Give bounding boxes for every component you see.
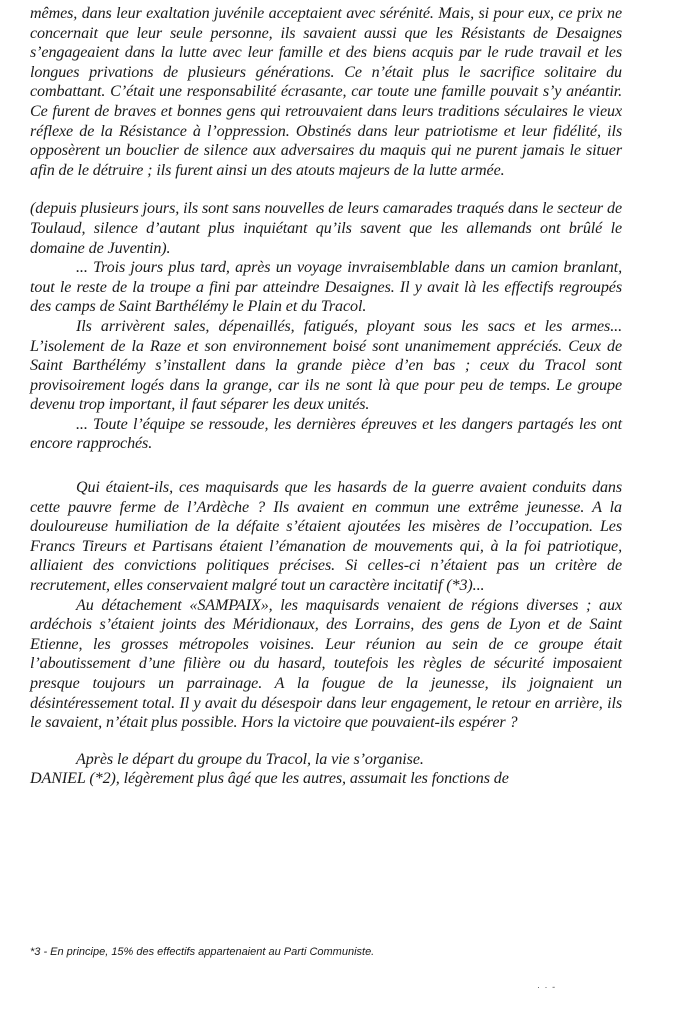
paragraph-5: ... Toute l’équipe se ressoude, les dernières épreuves et les dangers partagés les ont encore rapprochés. xyxy=(30,415,622,453)
paragraph-6: Qui étaient-ils, ces maquisards que les hasards de la guerre avaient conduits dans cette pauvre ferme de l’Ardèche ? Ils avaient en commun une extrême jeunesse. A la douloureuse humiliation de la défaite s’étaient ajoutées les misères de l’occupation. Les Francs Tireurs et Partisans étaient l’émanation de mouvements qui, à la foi patriotique, alliaient des convictions politiques précises. Si celles-ci n’étaient pas un critère de recrutement, elles conservaient malgré tout un caractère incitatif (*3)... xyxy=(30,479,622,595)
paragraph-3: ... Trois jours plus tard, après un voyage invraisemblable dans un camion branlant, tout le reste de la troupe a fini par atteindre Desaignes. Il y avait là les effectifs regroupés des camps de Saint Barthélémy le Plain et du Tracol. xyxy=(30,259,622,316)
paragraph-9: DANIEL (*2), légèrement plus âgé que les autres, assumait les fonctions de xyxy=(30,770,509,788)
paragraph-2: (depuis plusieurs jours, ils sont sans nouvelles de leurs camarades traqués dans le secteur de Toulaud, silence d’autant plus inquiétant qu’ils savent que les allemands ont brûlé le domaine de Juventin). xyxy=(30,200,622,257)
body-text xyxy=(30,4,622,789)
paragraph-1: mêmes, dans leur exaltation juvénile acceptaient avec sérénité. Mais, si pour eux, ce prix ne concernait que leur seule personne, ils savaient aussi que les Résistants de Desaignes s’engageaient dans la lutte avec leur famille et des biens acquis par le rude travail et les longues privations de plusieurs générations. Ce n’était plus le sacrifice solitaire du combattant. C’était une responsabilité écrasante, car toute une famille pouvait s’y anéantir. Ce furent de braves et bonnes gens qui retrouvaient dans leurs traditions séculaires le vieux réflexe de la Résistance à l’oppression. Obstinés dans leur patriotisme et leur fidélité, ils opposèrent un bouclier de silence aux adversaires du maquis qui ne purent jamais le situer afin de le détruire ; ils furent ainsi un des atouts majeurs de la lutte armée. xyxy=(30,5,622,179)
paragraph-4: Ils arrivèrent sales, dépenaillés, fatigués, ployant sous les sacs et les armes... L’isolement de la Raze et son environnement boisé sont unanimement appréciés. Ceux de Saint Barthélémy s’installent dans la grande pièce d’en bas ; ceux du Tracol sont provisoirement logés dans la grange, car ils ne sont là que pour peu de temps. Le groupe devenu trop important, il faut séparer les deux unités. xyxy=(30,317,622,414)
paragraph-8: Après le départ du groupe du Tracol, la vie s’organise. xyxy=(76,750,424,768)
scan-mark: · · - xyxy=(537,982,556,992)
paragraph-7: Au détachement «SAMPAIX», les maquisards venaient de régions diverses ; aux ardéchois s’étaient joints des Méridionaux, des Lorrains, des gens de Lyon et de Saint Etienne, les grosses métropoles voisines. Leur réunion au sein de ce groupe était l’aboutissement d’une filière ou du hasard, toutefois les règles de sécurité imposaient presque toujours un parrainage. A la fougue de la jeunesse, ils joignaient un désintéressement total. Il y avait du désespoir dans leur engagement, le retour en arrière, ils le savaient, n’était plus possible. Hors la victoire que pouvaient-ils espérer ? xyxy=(30,596,622,732)
footnote: *3 - En principe, 15% des effectifs appartenaient au Parti Communiste. xyxy=(30,946,375,958)
